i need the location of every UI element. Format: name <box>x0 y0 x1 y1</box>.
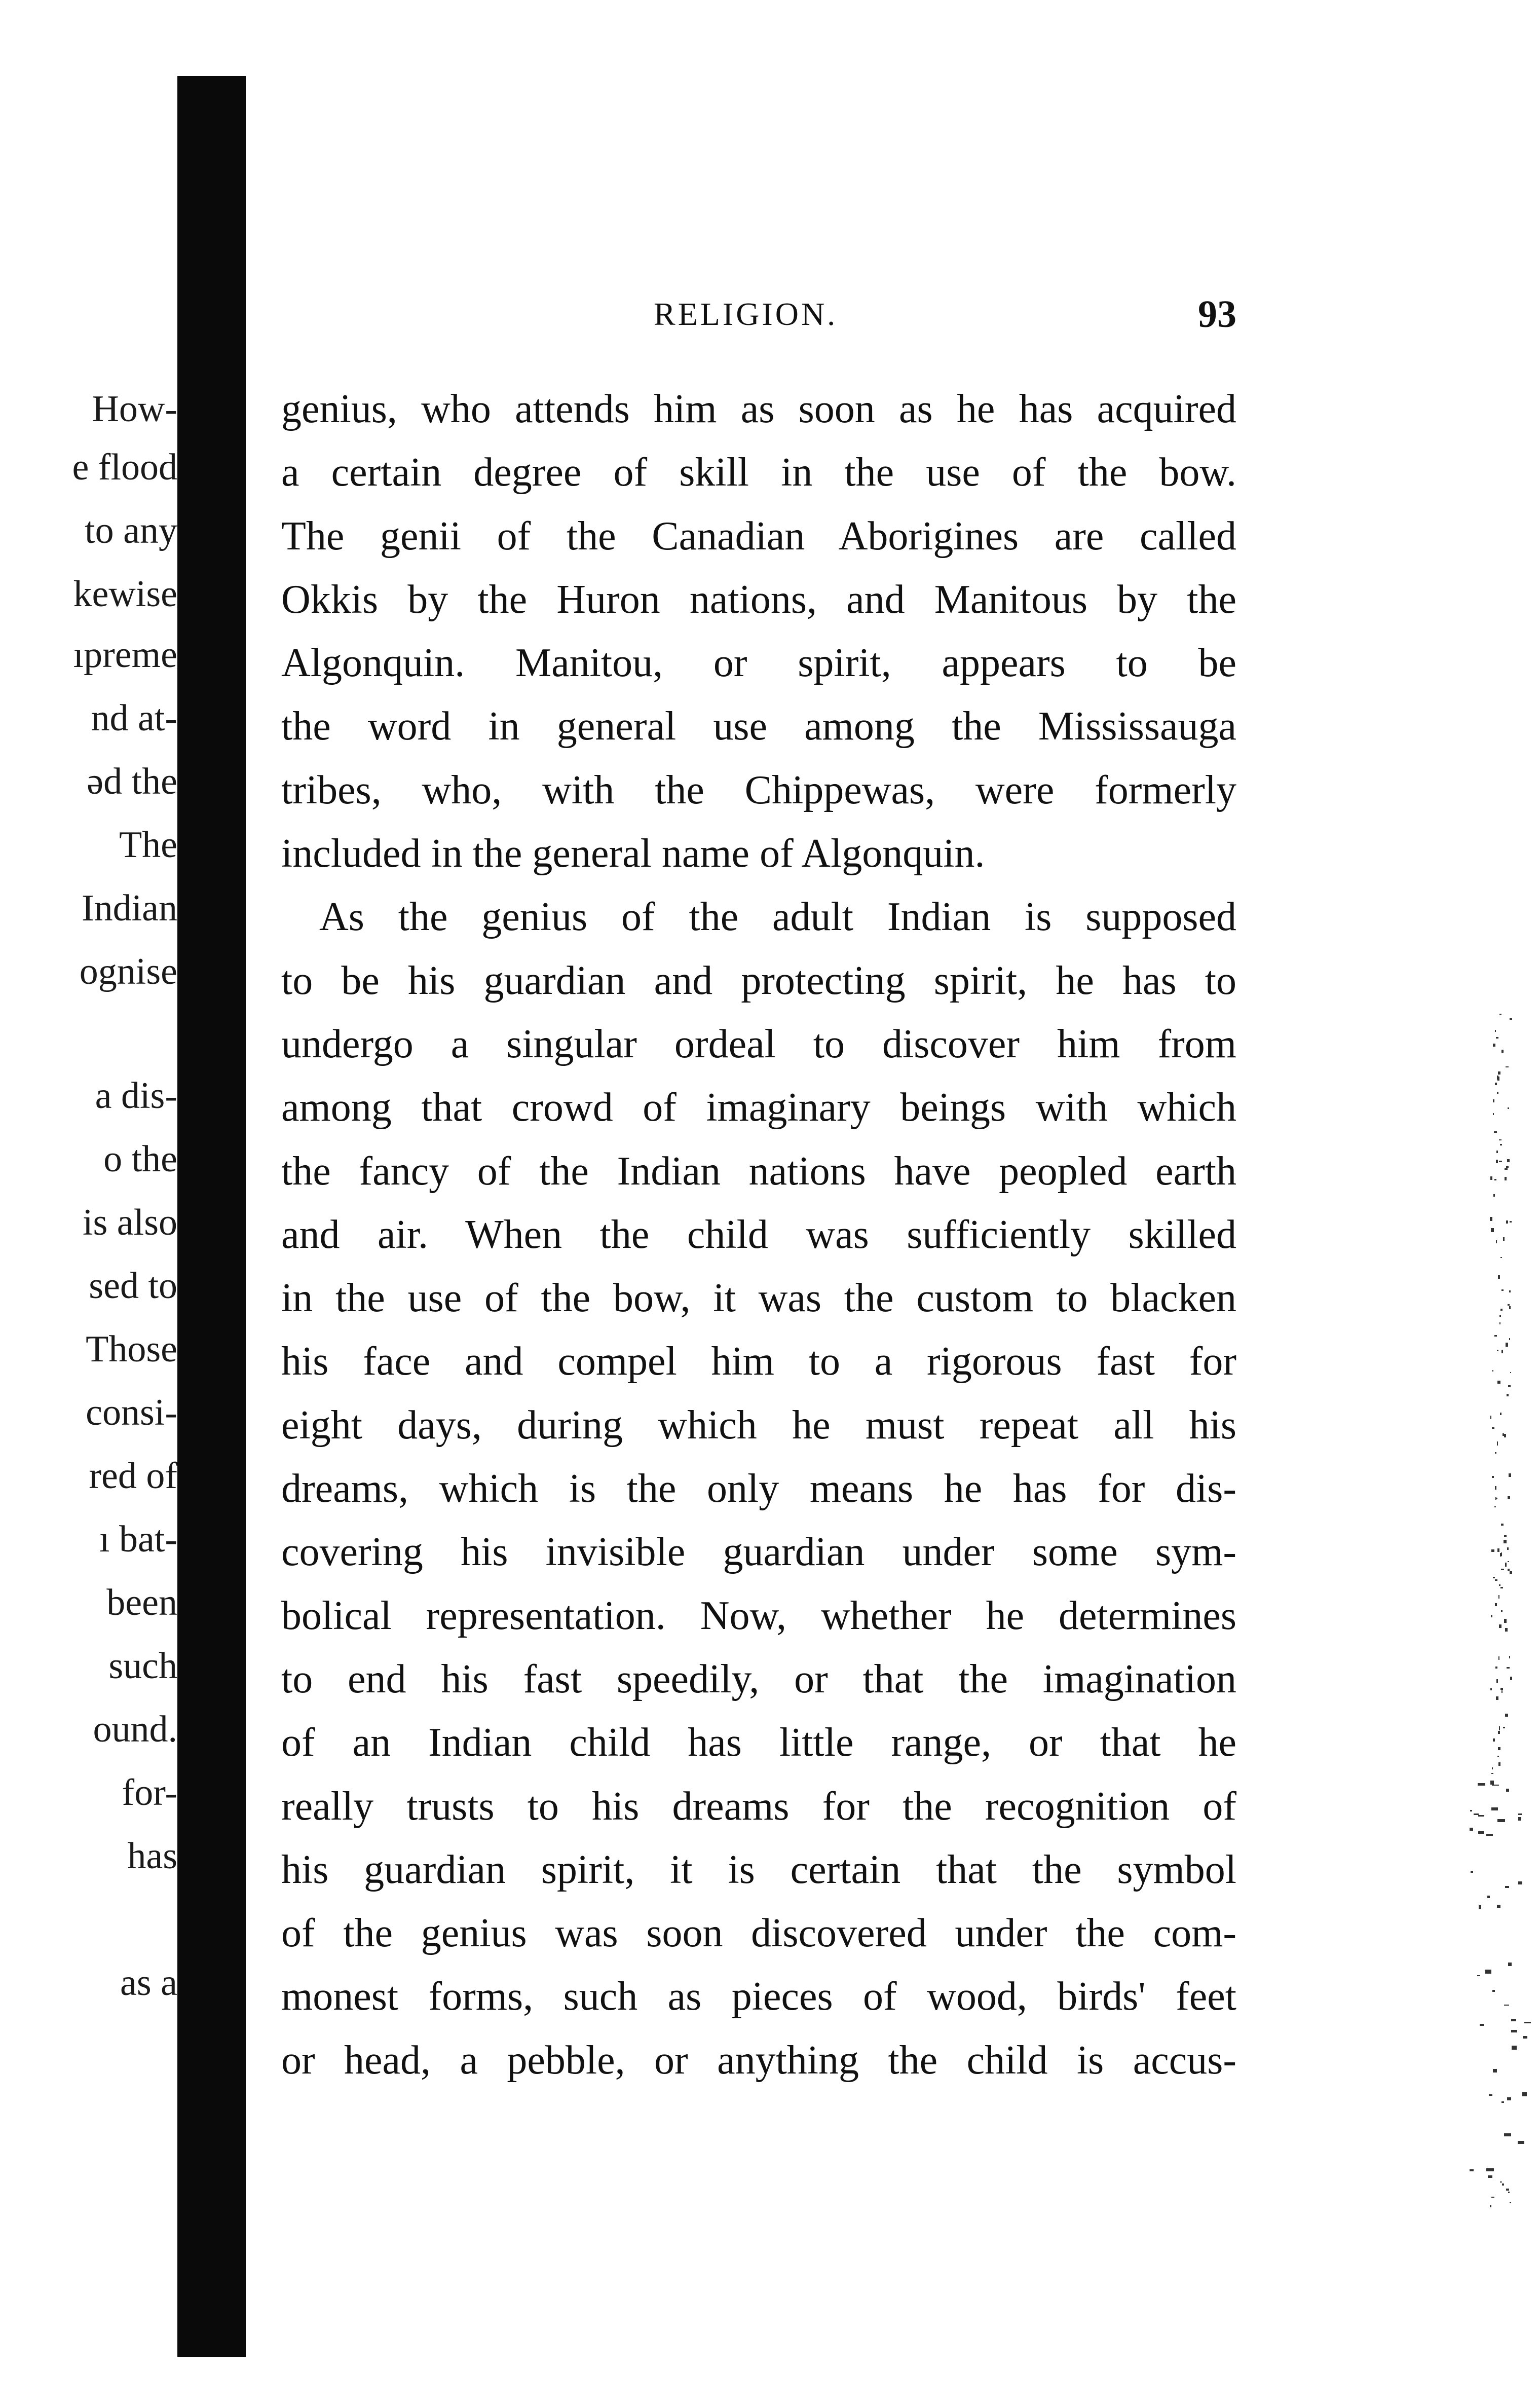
facing-page-fragment: for- <box>122 1772 177 1813</box>
scan-edge-noise <box>1470 1014 1525 2230</box>
text-line: genius, who attends him as soon as he has acquired <box>281 387 1236 431</box>
text-line: the word in general use among the Mississauga <box>281 704 1236 749</box>
text-line: bolical representation. Now, whether he determines <box>281 1593 1236 1638</box>
facing-page-fragment: kewise <box>73 573 177 615</box>
text-line: Okkis by the Huron nations, and Manitous by the <box>281 577 1236 622</box>
facing-page-fragment: ound. <box>93 1709 177 1750</box>
text-line: monest forms, such as pieces of wood, birds' feet <box>281 1974 1236 2019</box>
facing-page-fragment: ognise <box>79 951 177 992</box>
text-line: of the genius was soon discovered under the com- <box>281 1911 1236 1956</box>
facing-page-fragment: How- <box>92 388 177 430</box>
body-text <box>281 378 1236 2092</box>
facing-page-fragment: has <box>127 1835 177 1877</box>
book-gutter-shadow <box>177 76 246 2357</box>
facing-page-fragment: nd at- <box>91 697 177 739</box>
facing-page-fragment: been <box>106 1582 177 1623</box>
facing-page-fragment: ıpreme <box>73 634 177 676</box>
facing-page-fragment: is also <box>82 1202 177 1243</box>
text-line: Algonquin. Manitou, or spirit, appears to be <box>281 641 1236 686</box>
text-line: or head, a pebble, or anything the child is accus- <box>281 2038 1236 2083</box>
text-line: to be his guardian and protecting spirit, he has to <box>281 958 1236 1003</box>
facing-page-fragment: a dis- <box>95 1075 177 1117</box>
text-line: dreams, which is the only means he has for dis- <box>281 1466 1236 1511</box>
facing-page-fragment: Indian <box>81 887 177 929</box>
facing-page-fragment: as a <box>120 1962 177 2004</box>
text-line: to end his fast speedily, or that the imagination <box>281 1656 1236 1701</box>
text-line: really trusts to his dreams for the recognition of <box>281 1784 1236 1829</box>
facing-page-fragments <box>0 0 177 2406</box>
facing-page-fragment: e flood <box>72 447 177 488</box>
text-line: and air. When the child was sufficiently skilled <box>281 1212 1236 1257</box>
text-line: As the genius of the adult Indian is supposed <box>319 895 1236 940</box>
facing-page-fragment: to any <box>85 510 177 551</box>
facing-page-fragment: Those <box>86 1328 177 1370</box>
text-line: tribes, who, with the Chippewas, were formerly <box>281 767 1236 812</box>
facing-page-fragment: ı bat- <box>99 1519 177 1560</box>
facing-page-fragment: o the <box>103 1138 177 1180</box>
text-line: his guardian spirit, it is certain that the symbol <box>281 1847 1236 1892</box>
text-line: eight days, during which he must repeat all his <box>281 1402 1236 1448</box>
text-line: a certain degree of skill in the use of the bow. <box>281 450 1236 495</box>
text-line: in the use of the bow, it was the custom to blacken <box>281 1276 1236 1321</box>
text-line: the fancy of the Indian nations have peopled earth <box>281 1149 1236 1194</box>
page-number: 93 <box>1198 293 1236 336</box>
text-line: The genii of the Canadian Aborigines are called <box>281 513 1236 559</box>
facing-page-fragment: consi- <box>86 1392 177 1433</box>
facing-page-fragment: such <box>108 1645 177 1687</box>
facing-page-fragment: sed to <box>89 1265 177 1307</box>
facing-page-fragment: red of <box>89 1455 177 1497</box>
text-line: his face and compel him to a rigorous fast for <box>281 1339 1236 1384</box>
facing-page-fragment: əd the <box>87 761 177 802</box>
running-head: RELIGION. <box>654 296 838 332</box>
text-line: undergo a singular ordeal to discover him from <box>281 1021 1236 1066</box>
text-line: among that crowd of imaginary beings with which <box>281 1085 1236 1130</box>
text-line: of an Indian child has little range, or that he <box>281 1720 1236 1765</box>
text-line: included in the general name of Algonquin. <box>281 831 985 876</box>
facing-page-fragment: The <box>119 824 177 866</box>
page-header <box>284 289 1236 340</box>
text-line: covering his invisible guardian under some sym- <box>281 1530 1236 1575</box>
